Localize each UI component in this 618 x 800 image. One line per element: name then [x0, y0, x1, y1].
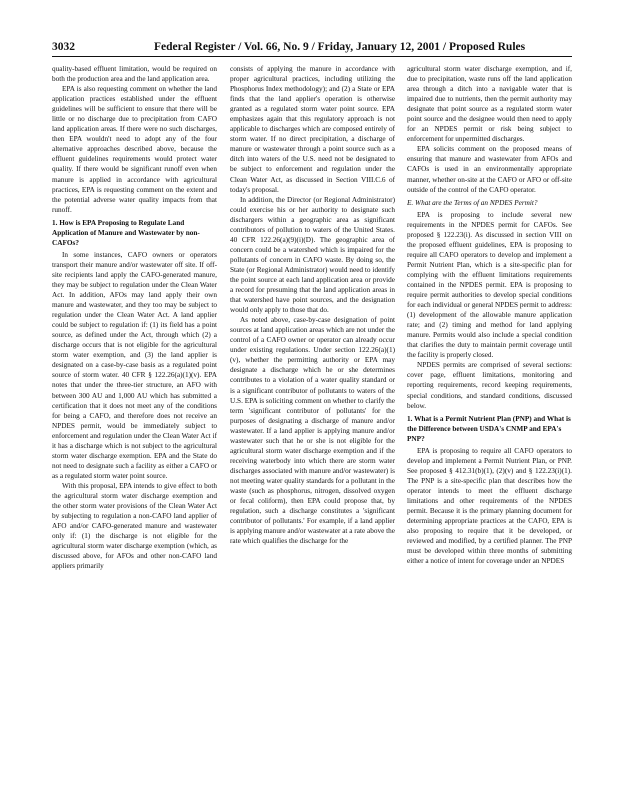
body-paragraph: EPA is proposing to include several new requirements in the NPDES permit for CAFOs. See proposed § 122.23(i). As discussed in section VIII on the proposed effluent guidelines, EPA is proposing to require all CAFO operators to develop and implement a Permit Nutrient Plan, which is a site-specific plan for complying with the effluent limitations requirements contained in the NPDES permit. EPA is proposing to require permit authorities to develop special conditions for each individual or general NPDES permit to address: (1) development of the allowable manure application rate; and (2) timing and method for land applying manure. Permits would also include a special condition that clarifies the duty to maintain permit coverage until the facility is properly closed. — [407, 210, 572, 360]
text-column-3 — [407, 64, 572, 768]
running-head-title: Federal Register / Vol. 66, No. 9 / Friday, January 12, 2001 / Proposed Rules — [154, 41, 526, 53]
body-paragraph: EPA is also requesting comment on whether the land application practices established under the effluent guidelines will be sufficient to ensure that there will be little or no discharge due to precipitation from CAFO land application areas. If there were no such discharges, then EPA wouldn't need to adopt any of the four alternative approaches described above, because the effluent guidelines requirements would protect water quality. If there would be significant runoff even when manure is applied in accordance with agricultural practices, EPA is requesting comment on the extent and the potential adverse water quality impacts from that runoff. — [52, 85, 217, 214]
body-paragraph: consists of applying the manure in accordance with proper agricultural practices, including utilizing the Phosphorus Index methodology); and (2) a State or EPA finds that the land applier's operation is otherwise granted as a regulated storm water point source. EPA emphasizes again that this regulatory approach is not applicable to discharges which are composed entirely of storm water. If no direct precipitation, a discharge of manure or wastewater through a point source such as a ditch into waters of the U.S. need not be designated to be subject to enforcement and regulation under the Clean Water Act, as discussed in Section VIII.C.6 of today's proposal. — [230, 65, 395, 194]
body-paragraph: With this proposal, EPA intends to give effect to both the agricultural storm water discharge exemption and the other storm water provisions of the Clean Water Act by subjecting to regulation a non-CAFO land applier of AFO and/or CAFO-generated manure and wastewater only if: (1) the discharge is not eligible for the agricultural storm water discharge exemption (which, as discussed above, for AFOs and other non-CAFO land appliers primarily — [52, 481, 217, 571]
body-paragraph: In some instances, CAFO owners or operators transport their manure and/or wastewater off site. If off-site recipients land apply the CAFO-generated manure, they may be subject to regulation under the Clean Water Act. In addition, AFOs may land apply their own manure and wastewater, and they too may be subject to regulation under the Clean Water Act. A land applier could be subject to regulation if: (1) its field has a point source, as defined under the Act, through which (2) a discharge occurs that is not eligible for the agricultural storm water exemption, and (3) the land applier is designated on a case-by-case basis as a regulated point source of storm water. 40 CFR § 122.26(a)(1)(v). EPA notes that under the three-tier structure, an AFO with between 300 AU and 1,000 AU which has submitted a certification that it does not meet any of the conditions for being a CAFO, and therefore does not receive an NPDES permit, would be immediately subject to enforcement and regulation under the Clean Water Act if it has a discharge which is not subject to the agricultural storm water discharge exemption. EPA and the State do not need to designate such a facility as either a CAFO or as a regulated storm water point source. — [52, 250, 217, 480]
body-paragraph: NPDES permits are comprised of several sections: cover page, effluent limitations, monitoring and reporting requirements, record keeping requirements, special conditions, and standard conditions, discussed below. — [407, 361, 572, 410]
body-paragraph: In addition, the Director (or Regional Administrator) could exercise his or her authority to designate such dischargers within a geographic area as significant contributors of pollution to waters of the United States. 40 CFR 122.26(a)(9)(i)(D). The geographic area of concern could be a watershed which is impaired for the pollutants of concern in CAFO waste. By doing so, the State (or Regional Administrator) would need to identify the point source at each land application area or provide a record for presuming that the land application areas in that watershed have point sources, and the designation would only apply to those that do. — [230, 195, 395, 315]
header-rule — [52, 56, 572, 57]
running-head — [52, 40, 572, 54]
text-column-1 — [52, 64, 217, 768]
body-paragraph: quality-based effluent limitation, would be required on both the production area and the land application area. — [52, 65, 217, 84]
text-column-2 — [230, 64, 395, 768]
page-number: 3032 — [52, 41, 75, 53]
section-heading: 1. What is a Permit Nutrient Plan (PNP) and What is the Difference between USDA's CNMP and EPA's PNP? — [407, 414, 571, 443]
body-paragraph: As noted above, case-by-case designation of point sources at land application areas which are not under the control of a CAFO owner or operator can already occur under existing regulations. Under section 122.26(a)(1)(v), whether the permitting authority or EPA may designate a discharge which he or she determines contributes to a violation of a water quality standard or is a significant contributor of pollutants to waters of the U.S. EPA is soliciting comment on whether to clarify the term 'significant contributor of pollutants' for the purposes of designating a discharge of manure and/or wastewater. If a land applier is applying manure and/or wastewater such that he or she is not eligible for the agricultural storm water discharge exemption and if the receiving waterbody into which there are storm water discharges associated with manure and/or wastewater) is not meeting water quality standards for a pollutant in the waste (such as phosphorus, nitrogen, dissolved oxygen or fecal coliform), then EPA could propose that, by regulation, such a discharge constitutes a 'significant contributor of pollutants.' For example, if a land applier is applying manure and/or wastewater at a rate above the rate which qualifies the discharge for the — [230, 316, 395, 546]
section-heading: E. What are the Terms of an NPDES Permit? — [407, 198, 538, 207]
body-paragraph: agricultural storm water discharge exemption, and if, due to precipitation, waste runs off the land application area through a ditch into a navigable water that is impaired due to nutrients, then the permit authority may designate that point source as a regulated storm water point source and the designee would then need to apply for an NPDES permit or risk being subject to enforcement for unpermitted discharges. — [407, 65, 572, 144]
body-paragraph: EPA is proposing to require all CAFO operators to develop and implement a Permit Nutrient Plan, or PNP. See proposed § 412.31(b)(1), (2)(v) and § 122.23(i)(1). The PNP is a site-specific plan that describes how the operator intends to meet the effluent discharge limitations and other requirements of the NPDES permit. Because it is the primary planning document for determining appropriate practices at the CAFO, EPA is also proposing to require that it be developed, or reviewed and modified, by a certified planner. The PNP must be developed within three months of submitting either a notice of intent for coverage under an NPDES — [407, 446, 572, 566]
body-paragraph: EPA solicits comment on the proposed means of ensuring that manure and wastewater from AFOs and CAFOs is used in an environmentally appropriate manner, whether on-site at the CAFO or AFO or off-site outside of the control of the CAFO operator. — [407, 145, 572, 194]
section-heading: 1. How is EPA Proposing to Regulate Land Application of Manure and Wastewater by non-CAFOs? — [52, 218, 200, 247]
